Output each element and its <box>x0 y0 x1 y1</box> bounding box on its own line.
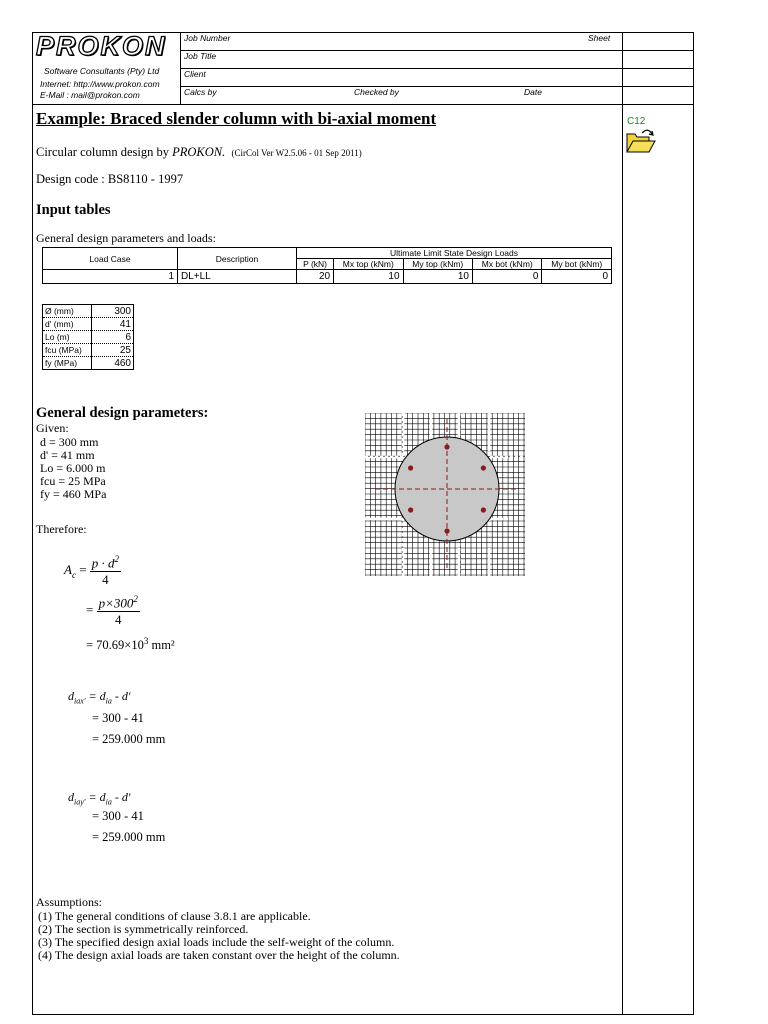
dy-line-2: = 300 - 41 <box>92 809 144 823</box>
given-item: fcu = 25 MPa <box>40 474 106 488</box>
given-item: Lo = 6.000 m <box>40 461 106 475</box>
param-label: Ø (mm) <box>43 305 92 318</box>
cell-mx-top: 10 <box>334 270 403 284</box>
cell-p: 20 <box>297 270 334 284</box>
dy-line-3: = 259.000 mm <box>92 830 166 844</box>
assumption-item: (1) The general conditions of clause 3.8.1 are applicable. <box>38 909 311 923</box>
table-row <box>43 331 134 344</box>
assumption-item: (2) The section is symmetrically reinforced. <box>38 922 249 936</box>
table-row <box>43 270 612 284</box>
param-value: 41 <box>92 318 134 331</box>
param-label: fcu (MPa) <box>43 344 92 357</box>
input-tables-heading: Input tables <box>36 202 111 218</box>
therefore-label: Therefore: <box>36 522 87 536</box>
ac-lhs: A <box>64 562 72 578</box>
gdp-heading: General design parameters: <box>36 405 209 421</box>
param-label: d' (mm) <box>43 318 92 331</box>
given-list <box>40 436 106 501</box>
loads-table <box>42 247 612 284</box>
job-number-label: Job Number <box>184 33 231 43</box>
param-value: 25 <box>92 344 134 357</box>
dy-equation <box>68 790 130 806</box>
page-title: Example: Braced slender column with bi-axial moment <box>36 109 437 128</box>
param-value: 460 <box>92 357 134 370</box>
param-value: 300 <box>92 305 134 318</box>
sheet-label: Sheet <box>588 33 611 43</box>
header-line <box>32 104 694 105</box>
param-label: Lo (m) <box>43 331 92 344</box>
assumptions-list <box>38 910 400 962</box>
ac-numerator: p · d <box>91 555 115 571</box>
dx-line-3: = 259.000 mm <box>92 732 166 746</box>
params-table <box>42 304 134 370</box>
header-uls-loads: Ultimate Limit State Design Loads <box>297 248 612 259</box>
job-title-label: Job Title <box>184 51 217 61</box>
loads-caption: General design parameters and loads: <box>36 231 216 245</box>
dy-lhs-sub: iay' <box>74 797 86 807</box>
client-label: Client <box>184 69 206 79</box>
cell-case: 1 <box>43 270 178 284</box>
reinforcement-bar <box>481 465 486 470</box>
ac-result-value: = 70.69×10 <box>86 638 144 653</box>
cell-desc: DL+LL <box>178 270 297 284</box>
ac-denominator: 4 <box>114 612 122 628</box>
header-line <box>180 68 694 69</box>
date-label: Date <box>524 87 542 97</box>
header-load-case: Load Case <box>43 248 178 270</box>
param-value: 6 <box>92 331 134 344</box>
header-my-top: My top (kNm) <box>403 259 472 270</box>
cell-mx-bot: 0 <box>473 270 542 284</box>
header-p: P (kN) <box>297 259 334 270</box>
company-website: Internet: http://www.prokon.com <box>40 79 160 89</box>
ac-equation-2 <box>86 594 140 628</box>
dx-rhs: = d <box>88 689 106 703</box>
header-mx-bot: Mx bot (kNm) <box>473 259 542 270</box>
section-code: C12 <box>627 116 646 127</box>
intro-line <box>36 145 362 160</box>
reinforcement-bar <box>408 507 413 512</box>
reinforcement-bar <box>444 444 449 449</box>
checked-by-label: Checked by <box>354 87 399 97</box>
ac-result <box>86 636 175 653</box>
dx-line-2: = 300 - 41 <box>92 711 144 725</box>
dx-lhs: d <box>68 689 74 703</box>
intro-brand: PROKON. <box>172 145 226 159</box>
prokon-logo: PROKON <box>36 31 167 61</box>
dy-rhs: = d <box>88 790 106 804</box>
assumptions-heading: Assumptions: <box>36 895 103 909</box>
ac-fraction <box>97 594 140 628</box>
given-item: fy = 460 MPa <box>40 487 107 501</box>
ac-numerator-exp: 2 <box>133 594 138 604</box>
cell-my-top: 10 <box>403 270 472 284</box>
calcs-by-label: Calcs by <box>184 87 217 97</box>
assumption-item: (3) The specified design axial loads include the self-weight of the column. <box>38 935 395 949</box>
ac-lhs-sub: c <box>71 569 76 580</box>
reinforcement-bar <box>481 507 486 512</box>
header-line <box>180 50 694 51</box>
assumption-item: (4) The design axial loads are taken constant over the height of the column. <box>38 948 400 962</box>
dy-lhs: d <box>68 790 74 804</box>
dy-rhs-sub: ia <box>105 797 112 807</box>
dy-rhs-tail: - d' <box>111 790 131 804</box>
equals-sign: = <box>86 602 94 618</box>
table-row <box>43 344 134 357</box>
header-mx-top: Mx top (kNm) <box>334 259 403 270</box>
table-row <box>43 318 134 331</box>
header-my-bot: My bot (kNm) <box>542 259 612 270</box>
dx-lhs-sub: iax' <box>74 696 86 706</box>
dx-rhs-sub: ia <box>105 696 112 706</box>
dx-equation <box>68 689 130 705</box>
ac-numerator: p×300 <box>98 595 134 611</box>
header-line <box>180 86 694 87</box>
intro-prefix: Circular column design by <box>36 145 169 159</box>
intro-version: (CirCol Ver W2.5.06 - 01 Sep 2011) <box>231 148 362 158</box>
param-label: fy (MPa) <box>43 357 92 370</box>
cell-my-bot: 0 <box>542 270 612 284</box>
company-email: E-Mail : mail@prokon.com <box>40 90 140 100</box>
open-folder-icon[interactable] <box>625 128 657 159</box>
reinforcement-bar <box>408 465 413 470</box>
ac-result-exp: 3 <box>143 636 149 646</box>
ac-fraction <box>90 554 121 588</box>
table-row <box>43 357 134 370</box>
ac-denominator: 4 <box>102 572 109 588</box>
header-description: Description <box>178 248 297 270</box>
company-name: Software Consultants (Pty) Ltd <box>44 66 160 76</box>
table-row <box>43 305 134 318</box>
given-item: d' = 41 mm <box>40 448 95 462</box>
equals-sign: = <box>79 562 87 578</box>
reinforcement-bar <box>444 528 449 533</box>
design-code: Design code : BS8110 - 1997 <box>36 172 184 186</box>
ac-numerator-exp: 2 <box>114 554 120 564</box>
column-section-diagram <box>365 413 525 576</box>
ac-equation-1 <box>64 554 121 588</box>
given-item: d = 300 mm <box>40 435 99 449</box>
dx-rhs-tail: - d' <box>111 689 131 703</box>
given-label: Given: <box>36 421 69 435</box>
side-column-divider <box>622 32 623 1015</box>
ac-result-unit: mm² <box>148 638 175 653</box>
